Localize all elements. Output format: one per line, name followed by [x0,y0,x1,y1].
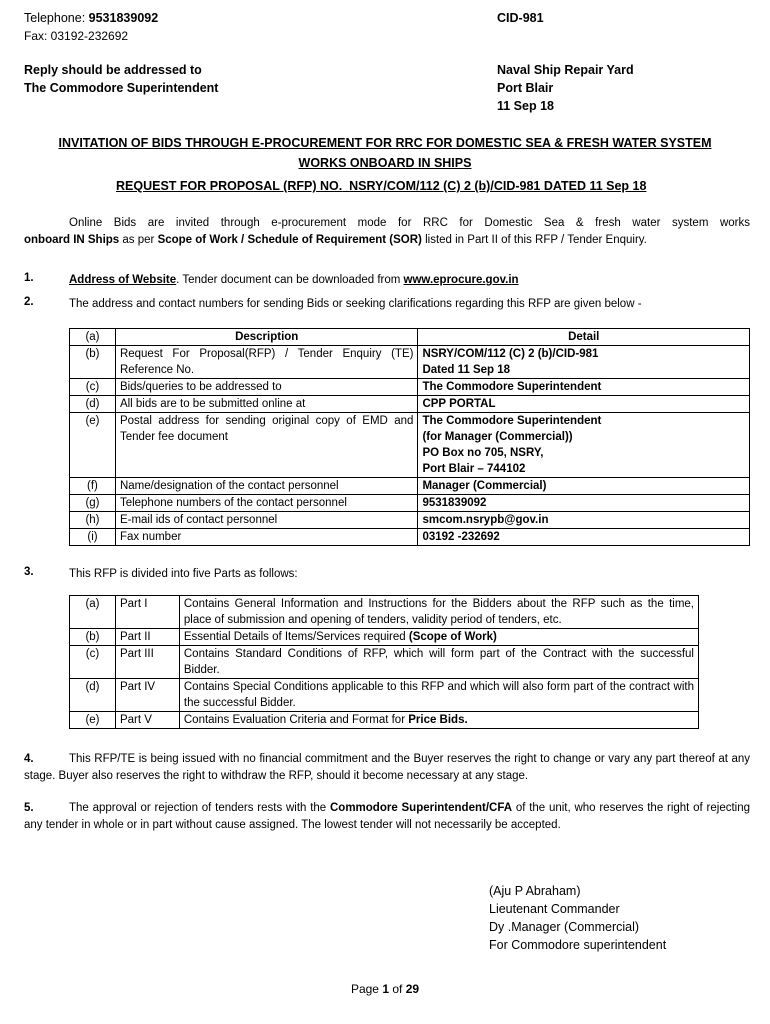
item-3-text: This RFP is divided into five Parts as follows: [69,568,298,580]
part-letter: (d) [70,679,116,712]
reply-line-1: Reply should be addressed to [24,63,202,77]
detail-line: PO Box no 705, NSRY, [422,447,544,459]
header-detail: Detail [418,329,750,346]
table-row [70,495,750,512]
row-letter: (c) [70,379,116,396]
title-line-2: WORKS ONBOARD IN SHIPS [298,156,472,170]
detail-line: (for Manager (Commercial)) [422,431,573,443]
reply-line-2: The Commodore Superintendent [24,81,219,95]
item-4-number: 4. [24,753,34,765]
org-name: Naval Ship Repair Yard [497,63,634,77]
intro-line-1: Online Bids are invited through e-procurement mode for RRC for Domestic Sea & fresh water system works [69,217,750,229]
item-1-text [69,272,519,289]
intro-line-2 [24,232,750,249]
table-row [70,712,699,729]
row-description: Name/designation of the contact personnel [115,478,418,495]
row-detail: The Commodore Superintendent [418,379,750,396]
table-row [70,529,750,546]
telephone-label: Telephone: [24,11,86,25]
contact-table-header [70,329,750,346]
org-city: Port Blair [497,81,554,95]
detail-line: Dated 11 Sep 18 [422,364,511,376]
detail-line: Port Blair – 744102 [422,463,526,475]
row-letter: (d) [70,396,116,413]
contact-table [69,328,750,546]
website-text: . Tender document can be downloaded from [176,274,404,286]
row-description: Telephone numbers of the contact personnel [115,495,418,512]
part-description [179,629,698,646]
row-description: Bids/queries to be addressed to [115,379,418,396]
telephone-line [24,9,158,27]
part-description: Contains General Information and Instructions for the Bidders about the RFP such as the time, place of submission and opening of tenders, validity period of tenders, etc. [179,596,698,629]
fax-line: Fax: 03192-232692 [24,29,129,43]
part-description: Contains Special Conditions applicable to this RFP and which will also form part of the contract with the successful Bidder. [179,679,698,712]
item-1-number: 1. [24,272,34,284]
signatory-for: For Commodore superintendent [489,938,667,952]
item-5-bold: Commodore Superintendent/CFA [329,802,513,814]
telephone-number: 9531839092 [88,11,159,25]
row-description: Fax number [115,529,418,546]
item-2-number: 2. [24,296,34,308]
part-bold: Price Bids. [408,714,468,726]
header-date: 11 Sep 18 [497,99,554,113]
parts-table [69,595,699,729]
row-letter: (g) [70,495,116,512]
item-2-text: The address and contact numbers for sending Bids or seeking clarifications regarding this RFP are given below - [69,298,642,310]
page-of: of [392,982,403,996]
intro-text-2: as per [119,234,158,246]
part-name: Part II [115,629,179,646]
row-detail: 9531839092 [418,495,750,512]
row-description: E-mail ids of contact personnel [115,512,418,529]
intro-bold-ships: onboard IN Ships [24,234,120,246]
header-letter: (a) [70,329,116,346]
rfp-number: NSRY/COM/112 (C) 2 (b)/CID-981 DATED 11 Sep 18 [349,179,647,193]
row-letter: (i) [70,529,116,546]
page-number: 1 [382,982,389,996]
part-name: Part V [115,712,179,729]
item-3-number: 3. [24,566,34,578]
title-line-3 [116,176,646,196]
row-detail: CPP PORTAL [418,396,750,413]
row-description: All bids are to be submitted online at [115,396,418,413]
row-description: Request For Proposal(RFP) / Tender Enquiry (TE) Reference No. [115,346,418,379]
part-letter: (b) [70,629,116,646]
table-row [70,679,699,712]
table-row [70,346,750,379]
signatory-rank: Lieutenant Commander [489,902,620,916]
detail-line: NSRY/COM/112 (C) 2 (b)/CID-981 [422,348,599,360]
table-row [70,413,750,478]
part-description [179,712,698,729]
item-5-text-1: The approval or rejection of tenders rests with the [69,802,330,814]
page-footer [0,982,770,996]
page-total: 29 [405,982,420,996]
table-row [70,478,750,495]
part-name: Part III [115,646,179,679]
website-link[interactable]: www.eprocure.gov.in [403,274,519,286]
intro-bold-sor: Scope of Work / Schedule of Requirement (SOR) [157,234,422,246]
item-4-paragraph [24,751,750,785]
signatory-role: Dy .Manager (Commercial) [489,920,640,934]
row-letter: (f) [70,478,116,495]
row-detail: 03192 -232692 [418,529,750,546]
title-line-1: INVITATION OF BIDS THROUGH E-PROCUREMENT FOR RRC FOR DOMESTIC SEA & FRESH WATER SYSTEM [58,136,712,150]
table-row [70,629,699,646]
part-name: Part I [115,596,179,629]
part-letter: (c) [70,646,116,679]
row-letter: (b) [70,346,116,379]
intro-text-3: listed in Part II of this RFP / Tender Enquiry. [421,234,647,246]
rfp-label: REQUEST FOR PROPOSAL (RFP) NO. [116,179,343,193]
row-letter: (e) [70,413,116,478]
row-detail: Manager (Commercial) [418,478,750,495]
cid-label: CID-981 [497,11,544,25]
detail-line: The Commodore Superintendent [422,415,602,427]
row-description: Postal address for sending original copy of EMD and Tender fee document [115,413,418,478]
part-text: Contains Evaluation Criteria and Format for [183,714,409,726]
row-detail-email: smcom.nsrypb@gov.in [418,512,750,529]
intro-paragraph [24,215,750,249]
website-label: Address of Website [69,274,177,286]
table-row [70,646,699,679]
row-detail [418,346,750,379]
part-description: Contains Standard Conditions of RFP, which will form part of the Contract with the successful Bidder. [179,646,698,679]
item-4-text: This RFP/TE is being issued with no financial commitment and the Buyer reserves the right to change or vary any part thereof at any stage. Buyer also reserves the right to withdraw the RFP, should it become necessary at any stage. [24,753,750,782]
item-5-paragraph [24,800,750,834]
part-letter: (a) [70,596,116,629]
part-text: Essential Details of Items/Services required [183,631,409,643]
table-row [70,512,750,529]
item-5-number: 5. [24,802,34,814]
part-bold: (Scope of Work) [408,631,497,643]
part-letter: (e) [70,712,116,729]
signature-block [489,882,666,954]
table-row [70,379,750,396]
header-description: Description [115,329,418,346]
table-row [70,396,750,413]
row-letter: (h) [70,512,116,529]
signatory-name: (Aju P Abraham) [489,884,581,898]
page-label: Page [350,982,379,996]
row-detail [418,413,750,478]
table-row [70,596,699,629]
part-name: Part IV [115,679,179,712]
item-5-text-2: of the unit, who reserves the right of rejecting any tender in whole or in part without cause assigned. The lowest tender will not necessarily be accepted. [24,802,751,831]
